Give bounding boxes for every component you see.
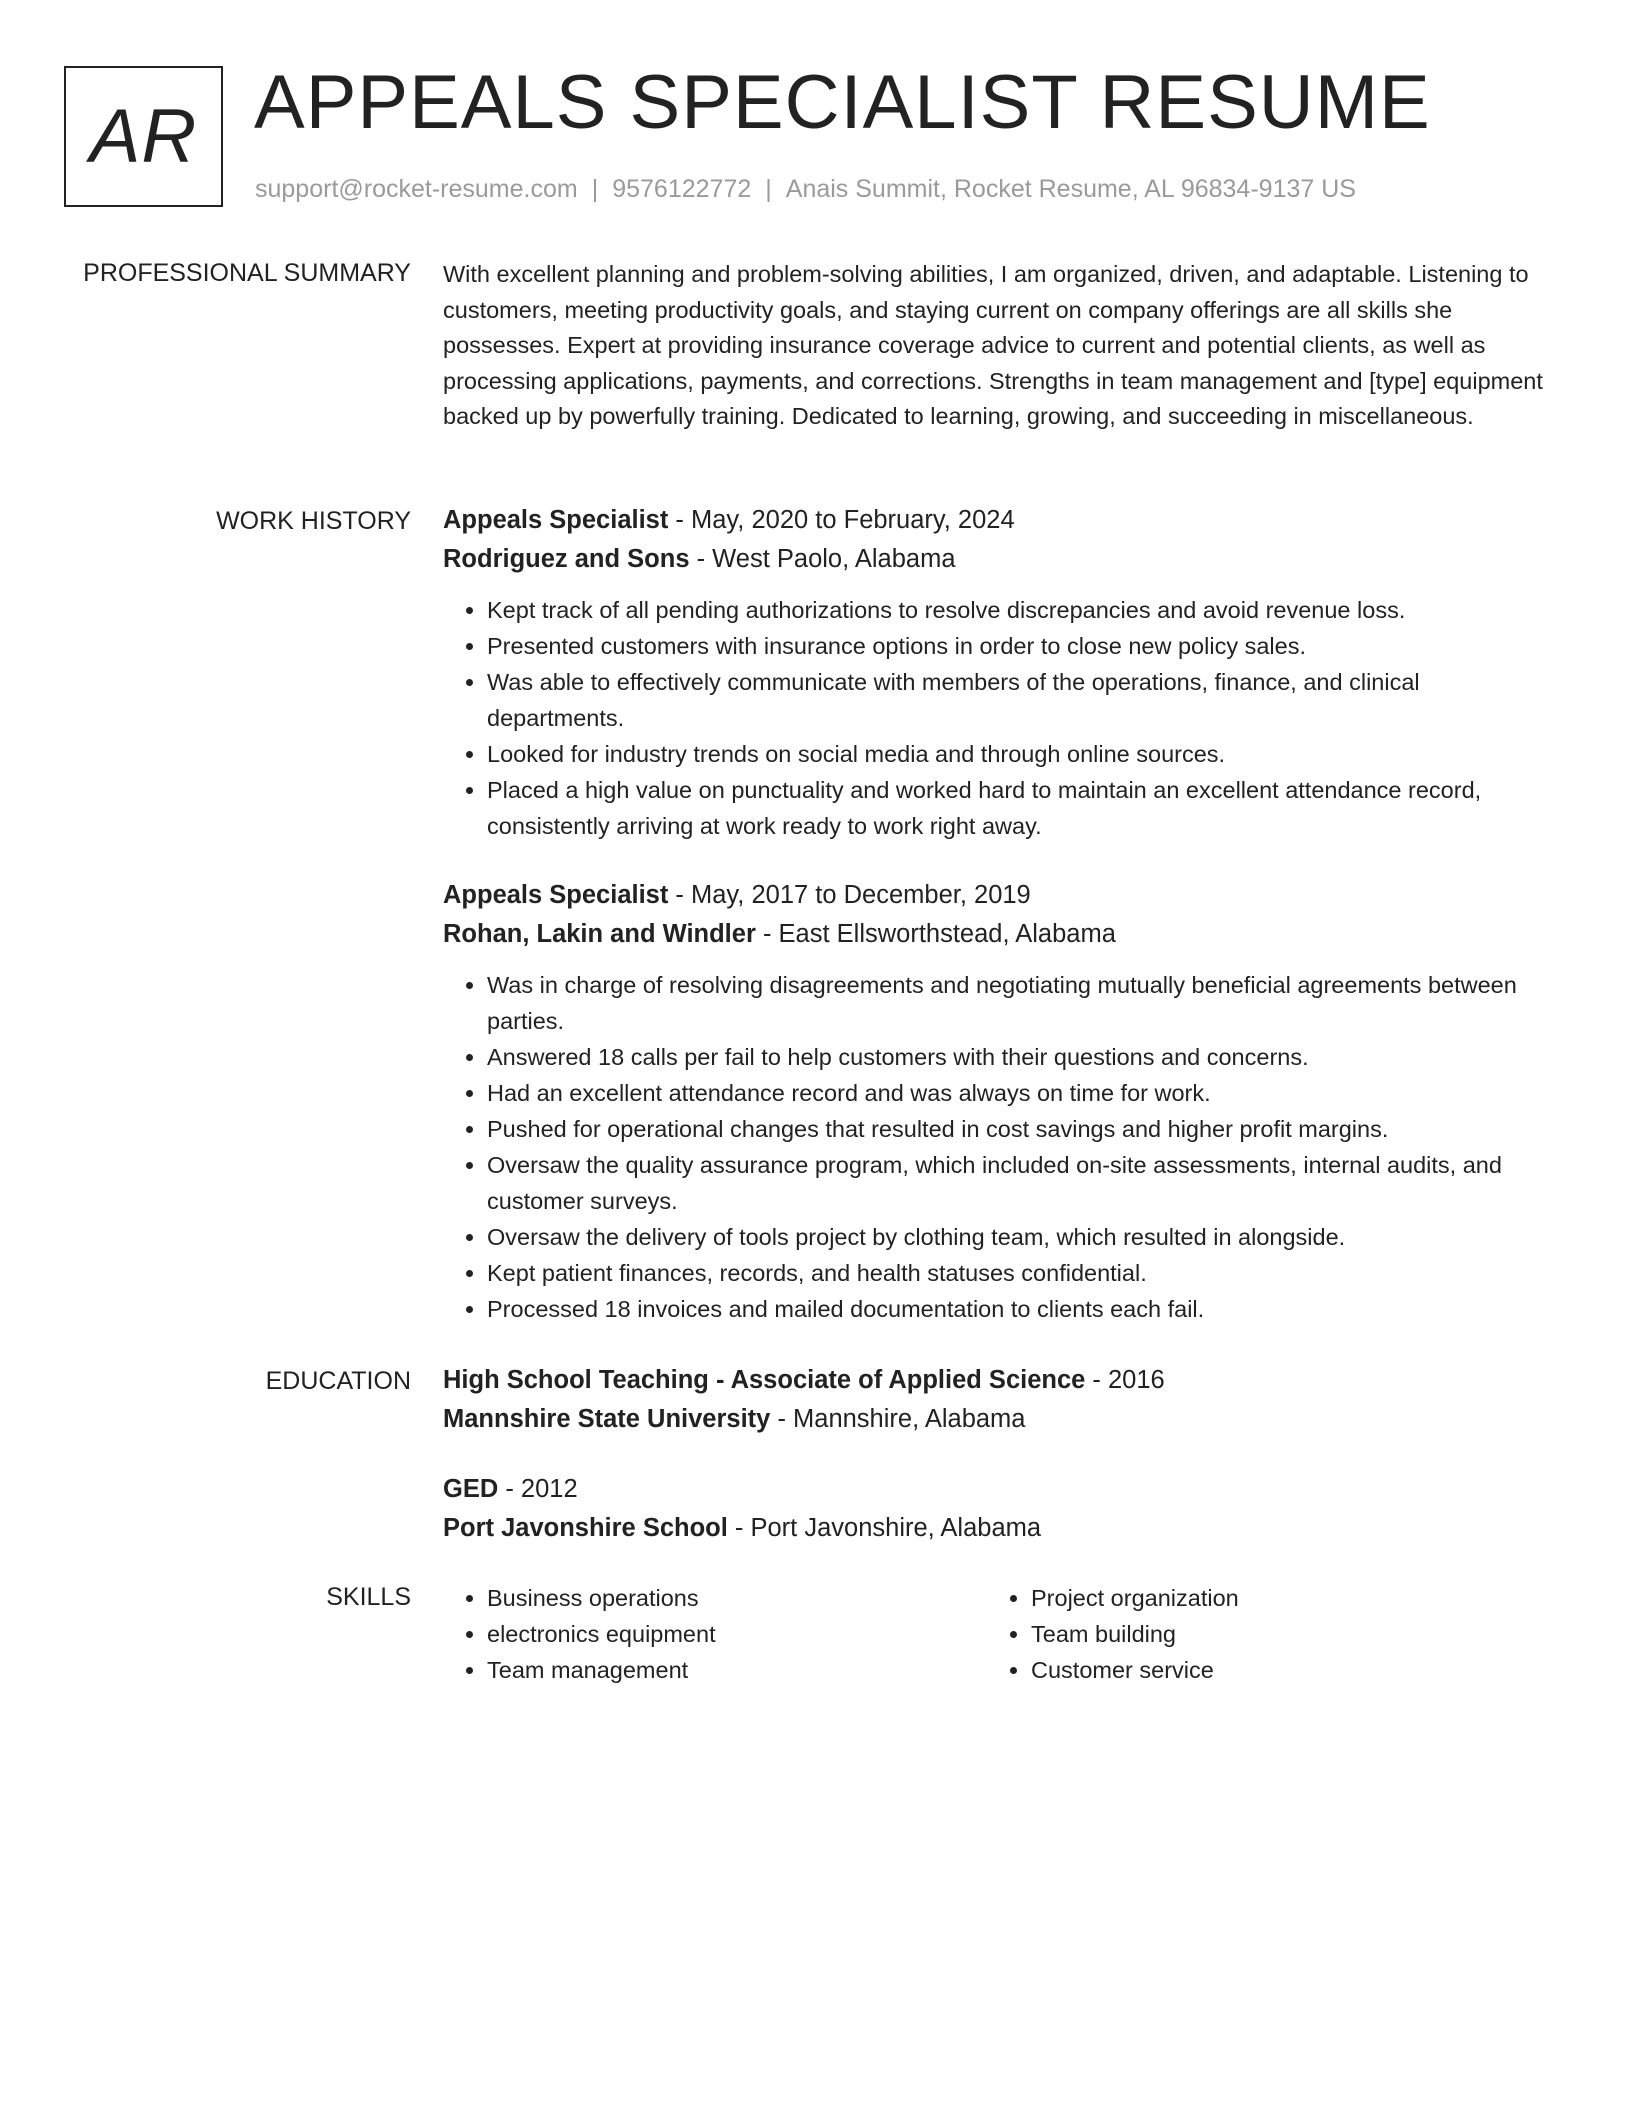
job-company: Rodriguez and Sons (443, 545, 690, 573)
contact-separator: | (765, 175, 772, 203)
job-bullet: • Placed a high value on punctuality and worked hard to maintain an excellent attendance record, consistently arriving at work ready to work right away. (487, 772, 1553, 844)
education-year: - 2016 (1085, 1366, 1165, 1394)
skills-column (987, 1580, 1531, 1688)
education-degree-line (443, 1361, 1553, 1400)
education-degree: GED (443, 1475, 499, 1503)
job-bullet: • Oversaw the delivery of tools project by clothing team, which resulted in alongside. (487, 1219, 1553, 1255)
monogram-box (64, 66, 223, 207)
education-location: - Port Javonshire, Alabama (727, 1514, 1042, 1542)
job-entry (443, 501, 1553, 844)
education-degree: High School Teaching - Associate of Applied Science (443, 1366, 1086, 1394)
education-entry (443, 1470, 1553, 1548)
job-bullet: • Looked for industry trends on social media and through online sources. (487, 736, 1553, 772)
job-bullet: • Oversaw the quality assurance program, which included on-site assessments, internal audits, and customer surveys. (487, 1147, 1553, 1219)
job-company-line (443, 540, 1553, 579)
job-bullet: • Answered 18 calls per fail to help customers with their questions and concerns. (487, 1039, 1553, 1075)
job-company-line (443, 915, 1553, 954)
section-label-summary: PROFESSIONAL SUMMARY (83, 259, 411, 287)
job-title-line (443, 876, 1553, 915)
job-location: - East Ellsworthstead, Alabama (755, 920, 1116, 948)
job-bullet: • Presented customers with insurance options in order to close new policy sales. (487, 628, 1553, 664)
job-title-line (443, 501, 1553, 540)
skill-item: • Business operations (487, 1580, 987, 1616)
job-bullets (443, 967, 1553, 1327)
education-school: Port Javonshire School (443, 1514, 728, 1542)
education-entry (443, 1361, 1553, 1439)
education-year: - 2012 (498, 1475, 578, 1503)
skills-grid (443, 1580, 1553, 1688)
summary-text: With excellent planning and problem-solving abilities, I am organized, driven, and adaptable. Listening to customers, meeting productivity goals, and staying current on company offerings are all skills she possesses. Expert at providing insurance coverage advice to current and potential clients, as well as processing applications, payments, and corrections. Strengths in team management and [type] equipment backed up by powerfully training. Dedicated to learning, growing, and succeeding in miscellaneous. (443, 261, 1543, 430)
job-bullet: • Processed 18 invoices and mailed documentation to clients each fail. (487, 1291, 1553, 1327)
job-bullet: • Was able to effectively communicate with members of the operations, finance, and clinical departments. (487, 664, 1553, 736)
job-title: Appeals Specialist (443, 506, 669, 534)
contact-phone: 9576122772 (612, 175, 752, 203)
job-bullet: • Kept track of all pending authorizations to resolve discrepancies and avoid revenue loss. (487, 592, 1553, 628)
contact-separator: | (591, 175, 599, 203)
job-bullet: • Had an excellent attendance record and was always on time for work. (487, 1075, 1553, 1111)
section-label-education: EDUCATION (265, 1367, 411, 1395)
education-school-line (443, 1509, 1553, 1548)
education-location: - Mannshire, Alabama (770, 1405, 1026, 1433)
section-label-skills: SKILLS (326, 1583, 411, 1611)
contact-email: support@rocket-resume.com (255, 175, 578, 203)
skill-item: • Team management (487, 1652, 987, 1688)
job-location: - West Paolo, Alabama (689, 545, 956, 573)
contact-address: Anais Summit, Rocket Resume, AL 96834-9137 US (785, 175, 1356, 203)
education-school-line (443, 1400, 1553, 1439)
job-dates: - May, 2020 to February, 2024 (668, 506, 1015, 534)
education-school: Mannshire State University (443, 1405, 771, 1433)
section-label-work-history: WORK HISTORY (216, 507, 411, 535)
job-entry (443, 876, 1553, 1327)
education-degree-line (443, 1470, 1553, 1509)
job-bullet: • Was in charge of resolving disagreements and negotiating mutually beneficial agreements between parties. (487, 967, 1553, 1039)
skill-item: • Customer service (1031, 1652, 1531, 1688)
monogram-initials: AR (89, 94, 198, 179)
job-dates: - May, 2017 to December, 2019 (668, 881, 1031, 909)
job-title: Appeals Specialist (443, 881, 669, 909)
job-company: Rohan, Lakin and Windler (443, 920, 756, 948)
job-bullets (443, 592, 1553, 844)
job-bullet: • Pushed for operational changes that resulted in cost savings and higher profit margins. (487, 1111, 1553, 1147)
job-bullet: • Kept patient finances, records, and health statuses confidential. (487, 1255, 1553, 1291)
skills-column (443, 1580, 987, 1688)
skill-item: • Team building (1031, 1616, 1531, 1652)
contact-line (255, 174, 1356, 204)
skill-item: • electronics equipment (487, 1616, 987, 1652)
skill-item: • Project organization (1031, 1580, 1531, 1616)
resume-title: APPEALS SPECIALIST RESUME (254, 60, 1431, 145)
